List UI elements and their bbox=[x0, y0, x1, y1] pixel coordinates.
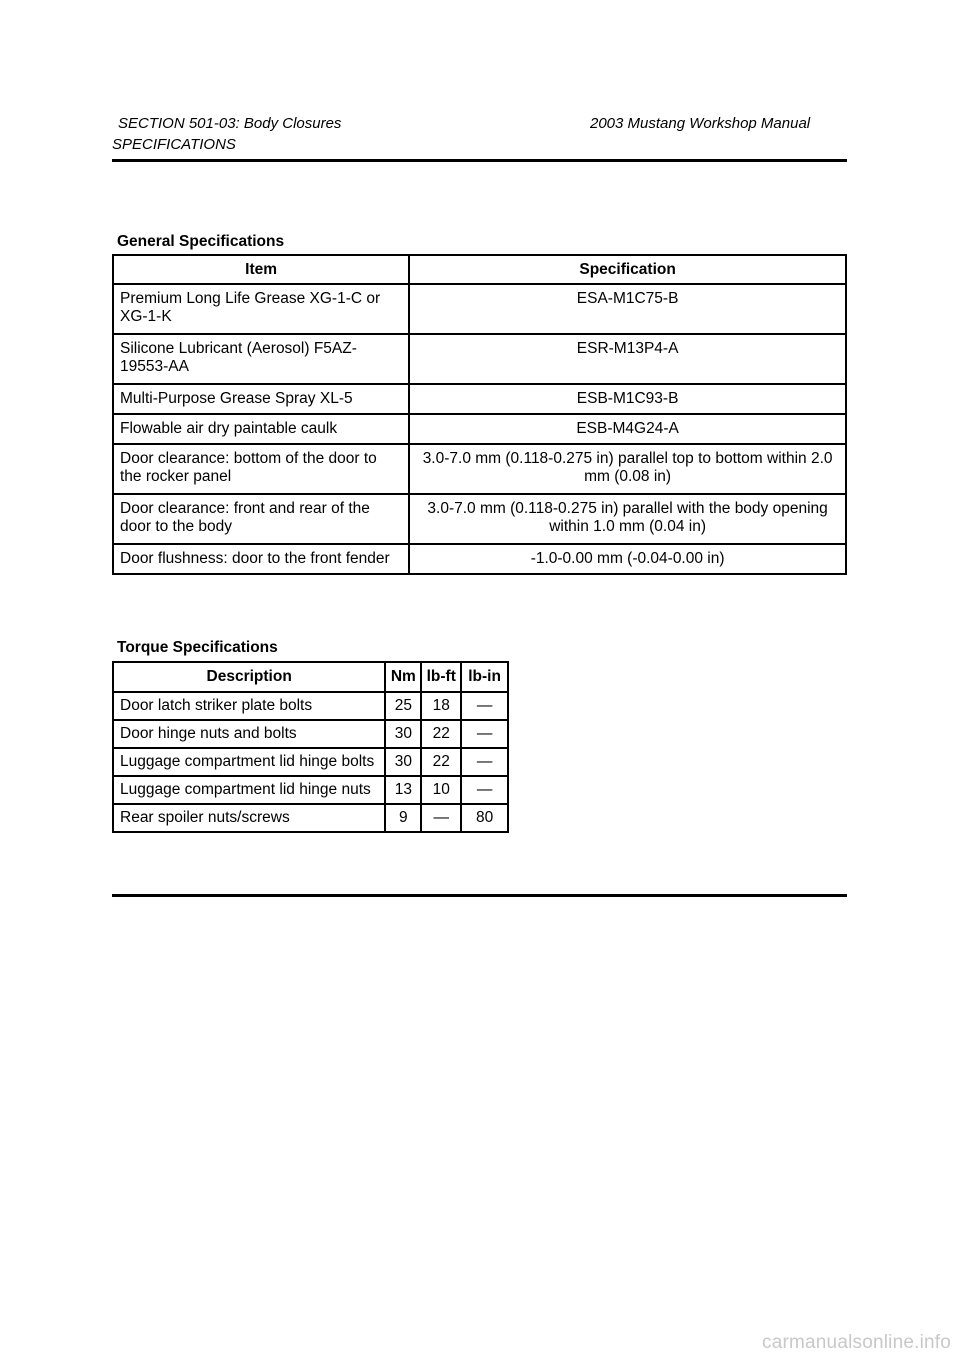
table-row bbox=[113, 334, 846, 384]
lb-in-cell: — bbox=[461, 748, 508, 776]
lb-ft-cell: 10 bbox=[421, 776, 461, 804]
spec-cell: ESB-M1C93-B bbox=[409, 384, 846, 414]
torque-specs-title: Torque Specifications bbox=[117, 639, 278, 656]
item-cell: Flowable air dry paintable caulk bbox=[113, 414, 409, 444]
item-cell: Door flushness: door to the front fender bbox=[113, 544, 409, 574]
spec-cell: ESB-M4G24-A bbox=[409, 414, 846, 444]
table-row bbox=[113, 444, 846, 494]
footer-divider bbox=[112, 894, 847, 897]
section-title: SECTION 501-03: Body Closures bbox=[118, 115, 342, 132]
spec-cell: ESA-M1C75-B bbox=[409, 284, 846, 334]
lb-in-cell: 80 bbox=[461, 804, 508, 832]
item-cell: Door clearance: bottom of the door to the rocker panel bbox=[113, 444, 409, 494]
nm-cell: 30 bbox=[385, 720, 421, 748]
lb-in-cell: — bbox=[461, 720, 508, 748]
description-cell: Luggage compartment lid hinge bolts bbox=[113, 748, 385, 776]
subsection-title: SPECIFICATIONS bbox=[112, 136, 236, 153]
torque-specs-table bbox=[112, 661, 509, 833]
column-header-specification: Specification bbox=[409, 255, 846, 284]
description-cell: Luggage compartment lid hinge nuts bbox=[113, 776, 385, 804]
table-row bbox=[113, 284, 846, 334]
item-cell: Premium Long Life Grease XG-1-C or XG-1-K bbox=[113, 284, 409, 334]
table-row bbox=[113, 384, 846, 414]
item-cell: Multi-Purpose Grease Spray XL-5 bbox=[113, 384, 409, 414]
table-row bbox=[113, 776, 508, 804]
table-row bbox=[113, 414, 846, 444]
spec-cell: -1.0-0.00 mm (-0.04-0.00 in) bbox=[409, 544, 846, 574]
lb-ft-cell: 22 bbox=[421, 748, 461, 776]
description-cell: Rear spoiler nuts/screws bbox=[113, 804, 385, 832]
description-cell: Door hinge nuts and bolts bbox=[113, 720, 385, 748]
spec-cell: 3.0-7.0 mm (0.118-0.275 in) parallel with the body opening within 1.0 mm (0.04 in) bbox=[409, 494, 846, 544]
item-cell: Silicone Lubricant (Aerosol) F5AZ-19553-AA bbox=[113, 334, 409, 384]
table-row bbox=[113, 748, 508, 776]
general-specs-table bbox=[112, 254, 847, 575]
table-row bbox=[113, 804, 508, 832]
lb-ft-cell: 18 bbox=[421, 692, 461, 720]
table-header-row bbox=[113, 255, 846, 284]
item-cell: Door clearance: front and rear of the door to the body bbox=[113, 494, 409, 544]
column-header-lb-ft: lb-ft bbox=[421, 662, 461, 692]
spec-cell: 3.0-7.0 mm (0.118-0.275 in) parallel top to bottom within 2.0 mm (0.08 in) bbox=[409, 444, 846, 494]
lb-in-cell: — bbox=[461, 776, 508, 804]
general-specs-title: General Specifications bbox=[117, 233, 285, 250]
lb-in-cell: — bbox=[461, 692, 508, 720]
table-row bbox=[113, 720, 508, 748]
manual-title: 2003 Mustang Workshop Manual bbox=[590, 115, 811, 132]
table-row bbox=[113, 544, 846, 574]
nm-cell: 30 bbox=[385, 748, 421, 776]
column-header-item: Item bbox=[113, 255, 409, 284]
watermark: carmanualsonline.info bbox=[762, 1332, 952, 1353]
column-header-nm: Nm bbox=[385, 662, 421, 692]
column-header-description: Description bbox=[113, 662, 385, 692]
table-row bbox=[113, 692, 508, 720]
table-row bbox=[113, 494, 846, 544]
column-header-lb-in: lb-in bbox=[461, 662, 508, 692]
spec-cell: ESR-M13P4-A bbox=[409, 334, 846, 384]
lb-ft-cell: — bbox=[421, 804, 461, 832]
table-header-row bbox=[113, 662, 508, 692]
nm-cell: 9 bbox=[385, 804, 421, 832]
nm-cell: 25 bbox=[385, 692, 421, 720]
description-cell: Door latch striker plate bolts bbox=[113, 692, 385, 720]
lb-ft-cell: 22 bbox=[421, 720, 461, 748]
header-divider bbox=[112, 159, 847, 162]
nm-cell: 13 bbox=[385, 776, 421, 804]
